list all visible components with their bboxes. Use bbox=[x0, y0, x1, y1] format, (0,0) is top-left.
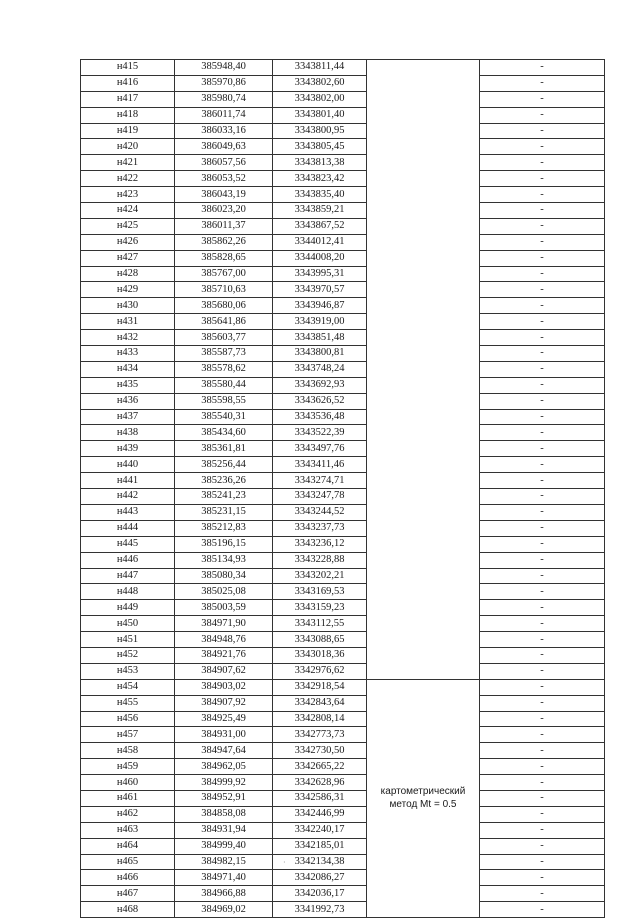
accuracy-cell: - bbox=[480, 489, 605, 505]
accuracy-cell: - bbox=[480, 298, 605, 314]
accuracy-cell: - bbox=[480, 632, 605, 648]
y-coordinate-cell: 3343811,44 bbox=[273, 60, 367, 76]
y-coordinate-cell: 3343859,21 bbox=[273, 203, 367, 219]
accuracy-cell: - bbox=[480, 346, 605, 362]
point-id-cell: н416 bbox=[81, 75, 175, 91]
accuracy-cell: - bbox=[480, 536, 605, 552]
accuracy-cell: - bbox=[480, 679, 605, 695]
point-id-cell: н440 bbox=[81, 457, 175, 473]
point-id-cell: н436 bbox=[81, 393, 175, 409]
x-coordinate-cell: 385241,23 bbox=[175, 489, 273, 505]
point-id-cell: н430 bbox=[81, 298, 175, 314]
accuracy-cell: - bbox=[480, 759, 605, 775]
table-row bbox=[81, 695, 605, 711]
accuracy-cell: - bbox=[480, 361, 605, 377]
y-coordinate-cell: 3342730,50 bbox=[273, 743, 367, 759]
accuracy-cell: - bbox=[480, 91, 605, 107]
y-coordinate-cell: 3343244,52 bbox=[273, 504, 367, 520]
point-id-cell: н423 bbox=[81, 187, 175, 203]
accuracy-cell: - bbox=[480, 409, 605, 425]
y-coordinate-cell: 3344012,41 bbox=[273, 234, 367, 250]
y-coordinate-cell: 3343536,48 bbox=[273, 409, 367, 425]
x-coordinate-cell: 385603,77 bbox=[175, 330, 273, 346]
y-coordinate-cell: 3342808,14 bbox=[273, 711, 367, 727]
table-row bbox=[81, 854, 605, 870]
coordinates-table bbox=[80, 59, 605, 918]
y-coordinate-cell: 3342586,31 bbox=[273, 790, 367, 806]
accuracy-cell: - bbox=[480, 727, 605, 743]
accuracy-cell: - bbox=[480, 425, 605, 441]
x-coordinate-cell: 384971,90 bbox=[175, 616, 273, 632]
accuracy-cell: - bbox=[480, 203, 605, 219]
point-id-cell: н462 bbox=[81, 806, 175, 822]
point-id-cell: н451 bbox=[81, 632, 175, 648]
point-id-cell: н455 bbox=[81, 695, 175, 711]
table-row bbox=[81, 759, 605, 775]
point-id-cell: н421 bbox=[81, 155, 175, 171]
table-row bbox=[81, 282, 605, 298]
accuracy-cell: - bbox=[480, 75, 605, 91]
table-row bbox=[81, 234, 605, 250]
y-coordinate-cell: 3342086,27 bbox=[273, 870, 367, 886]
y-coordinate-cell: 3343802,00 bbox=[273, 91, 367, 107]
accuracy-cell: - bbox=[480, 886, 605, 902]
accuracy-cell: - bbox=[480, 457, 605, 473]
table-row bbox=[81, 504, 605, 520]
point-id-cell: н441 bbox=[81, 473, 175, 489]
point-id-cell: н456 bbox=[81, 711, 175, 727]
method-cell: картометрический метод Mt = 0.5 bbox=[367, 679, 480, 917]
accuracy-cell: - bbox=[480, 647, 605, 663]
table-row bbox=[81, 393, 605, 409]
accuracy-cell: - bbox=[480, 616, 605, 632]
point-id-cell: н438 bbox=[81, 425, 175, 441]
accuracy-cell: - bbox=[480, 838, 605, 854]
point-id-cell: н434 bbox=[81, 361, 175, 377]
point-id-cell: н454 bbox=[81, 679, 175, 695]
y-coordinate-cell: 3343228,88 bbox=[273, 552, 367, 568]
accuracy-cell: - bbox=[480, 473, 605, 489]
table-row bbox=[81, 75, 605, 91]
point-id-cell: н442 bbox=[81, 489, 175, 505]
accuracy-cell: - bbox=[480, 441, 605, 457]
y-coordinate-cell: 3343802,60 bbox=[273, 75, 367, 91]
x-coordinate-cell: 386011,37 bbox=[175, 218, 273, 234]
y-coordinate-cell: 3342446,99 bbox=[273, 806, 367, 822]
x-coordinate-cell: 385580,44 bbox=[175, 377, 273, 393]
x-coordinate-cell: 385025,08 bbox=[175, 584, 273, 600]
point-id-cell: н467 bbox=[81, 886, 175, 902]
accuracy-cell: - bbox=[480, 393, 605, 409]
table-row bbox=[81, 441, 605, 457]
table-row bbox=[81, 203, 605, 219]
y-coordinate-cell: 3342185,01 bbox=[273, 838, 367, 854]
table-row bbox=[81, 107, 605, 123]
accuracy-cell: - bbox=[480, 187, 605, 203]
point-id-cell: н450 bbox=[81, 616, 175, 632]
table-row bbox=[81, 743, 605, 759]
y-coordinate-cell: 3344008,20 bbox=[273, 250, 367, 266]
point-id-cell: н428 bbox=[81, 266, 175, 282]
table-row bbox=[81, 902, 605, 918]
x-coordinate-cell: 384903,02 bbox=[175, 679, 273, 695]
accuracy-cell: - bbox=[480, 314, 605, 330]
x-coordinate-cell: 384947,64 bbox=[175, 743, 273, 759]
x-coordinate-cell: 384907,62 bbox=[175, 663, 273, 679]
accuracy-cell: - bbox=[480, 806, 605, 822]
table-row bbox=[81, 790, 605, 806]
x-coordinate-cell: 385980,74 bbox=[175, 91, 273, 107]
x-coordinate-cell: 385710,63 bbox=[175, 282, 273, 298]
table-row bbox=[81, 330, 605, 346]
table-row bbox=[81, 886, 605, 902]
y-coordinate-cell: 3343805,45 bbox=[273, 139, 367, 155]
table-row bbox=[81, 775, 605, 791]
x-coordinate-cell: 385236,26 bbox=[175, 473, 273, 489]
y-coordinate-cell: 3343813,38 bbox=[273, 155, 367, 171]
table-row bbox=[81, 727, 605, 743]
coordinates-table-body bbox=[81, 60, 605, 918]
table-row bbox=[81, 60, 605, 76]
x-coordinate-cell: 385003,59 bbox=[175, 600, 273, 616]
x-coordinate-cell: 385212,83 bbox=[175, 520, 273, 536]
point-id-cell: н420 bbox=[81, 139, 175, 155]
x-coordinate-cell: 386043,19 bbox=[175, 187, 273, 203]
accuracy-cell: - bbox=[480, 155, 605, 171]
point-id-cell: н465 bbox=[81, 854, 175, 870]
accuracy-cell: - bbox=[480, 552, 605, 568]
point-id-cell: н459 bbox=[81, 759, 175, 775]
table-row bbox=[81, 361, 605, 377]
x-coordinate-cell: 385767,00 bbox=[175, 266, 273, 282]
point-id-cell: н419 bbox=[81, 123, 175, 139]
x-coordinate-cell: 385828,65 bbox=[175, 250, 273, 266]
table-row bbox=[81, 663, 605, 679]
y-coordinate-cell: 3343018,36 bbox=[273, 647, 367, 663]
point-id-cell: н433 bbox=[81, 346, 175, 362]
table-row bbox=[81, 647, 605, 663]
point-id-cell: н435 bbox=[81, 377, 175, 393]
accuracy-cell: - bbox=[480, 234, 605, 250]
point-id-cell: н457 bbox=[81, 727, 175, 743]
y-coordinate-cell: 3343202,21 bbox=[273, 568, 367, 584]
point-id-cell: н445 bbox=[81, 536, 175, 552]
point-id-cell: н458 bbox=[81, 743, 175, 759]
y-coordinate-cell: 3343236,12 bbox=[273, 536, 367, 552]
table-row bbox=[81, 298, 605, 314]
x-coordinate-cell: 385680,06 bbox=[175, 298, 273, 314]
x-coordinate-cell: 386033,16 bbox=[175, 123, 273, 139]
y-coordinate-cell: 3342134,38 bbox=[273, 854, 367, 870]
y-coordinate-cell: 3342665,22 bbox=[273, 759, 367, 775]
table-row bbox=[81, 552, 605, 568]
x-coordinate-cell: 385196,15 bbox=[175, 536, 273, 552]
y-coordinate-cell: 3343748,24 bbox=[273, 361, 367, 377]
x-coordinate-cell: 384931,00 bbox=[175, 727, 273, 743]
x-coordinate-cell: 384925,49 bbox=[175, 711, 273, 727]
point-id-cell: н439 bbox=[81, 441, 175, 457]
y-coordinate-cell: 3343823,42 bbox=[273, 171, 367, 187]
table-row bbox=[81, 187, 605, 203]
x-coordinate-cell: 384966,88 bbox=[175, 886, 273, 902]
x-coordinate-cell: 384858,08 bbox=[175, 806, 273, 822]
table-row bbox=[81, 679, 605, 695]
y-coordinate-cell: 3343169,53 bbox=[273, 584, 367, 600]
point-id-cell: н448 bbox=[81, 584, 175, 600]
table-row bbox=[81, 711, 605, 727]
table-row bbox=[81, 91, 605, 107]
x-coordinate-cell: 385641,86 bbox=[175, 314, 273, 330]
x-coordinate-cell: 385598,55 bbox=[175, 393, 273, 409]
table-row bbox=[81, 600, 605, 616]
accuracy-cell: - bbox=[480, 504, 605, 520]
point-id-cell: н466 bbox=[81, 870, 175, 886]
accuracy-cell: - bbox=[480, 743, 605, 759]
x-coordinate-cell: 384999,40 bbox=[175, 838, 273, 854]
table-row bbox=[81, 536, 605, 552]
y-coordinate-cell: 3343274,71 bbox=[273, 473, 367, 489]
x-coordinate-cell: 385587,73 bbox=[175, 346, 273, 362]
point-id-cell: н422 bbox=[81, 171, 175, 187]
accuracy-cell: - bbox=[480, 60, 605, 76]
point-id-cell: н415 bbox=[81, 60, 175, 76]
table-row bbox=[81, 266, 605, 282]
table-row bbox=[81, 457, 605, 473]
point-id-cell: н463 bbox=[81, 822, 175, 838]
table-row bbox=[81, 870, 605, 886]
x-coordinate-cell: 385256,44 bbox=[175, 457, 273, 473]
y-coordinate-cell: 3343247,78 bbox=[273, 489, 367, 505]
y-coordinate-cell: 3343626,52 bbox=[273, 393, 367, 409]
point-id-cell: н464 bbox=[81, 838, 175, 854]
accuracy-cell: - bbox=[480, 520, 605, 536]
table-row bbox=[81, 139, 605, 155]
accuracy-cell: - bbox=[480, 266, 605, 282]
accuracy-cell: - bbox=[480, 107, 605, 123]
point-id-cell: н426 bbox=[81, 234, 175, 250]
y-coordinate-cell: 3342036,17 bbox=[273, 886, 367, 902]
point-id-cell: н417 bbox=[81, 91, 175, 107]
y-coordinate-cell: 3343411,46 bbox=[273, 457, 367, 473]
x-coordinate-cell: 384999,92 bbox=[175, 775, 273, 791]
accuracy-cell: - bbox=[480, 695, 605, 711]
point-id-cell: н447 bbox=[81, 568, 175, 584]
table-row bbox=[81, 171, 605, 187]
page-mark: · bbox=[283, 858, 286, 867]
y-coordinate-cell: 3343112,55 bbox=[273, 616, 367, 632]
accuracy-cell: - bbox=[480, 663, 605, 679]
accuracy-cell: - bbox=[480, 711, 605, 727]
point-id-cell: н443 bbox=[81, 504, 175, 520]
table-row bbox=[81, 632, 605, 648]
point-id-cell: н468 bbox=[81, 902, 175, 918]
point-id-cell: н461 bbox=[81, 790, 175, 806]
y-coordinate-cell: 3343835,40 bbox=[273, 187, 367, 203]
table-row bbox=[81, 473, 605, 489]
y-coordinate-cell: 3343995,31 bbox=[273, 266, 367, 282]
x-coordinate-cell: 384971,40 bbox=[175, 870, 273, 886]
x-coordinate-cell: 385862,26 bbox=[175, 234, 273, 250]
y-coordinate-cell: 3342918,54 bbox=[273, 679, 367, 695]
y-coordinate-cell: 3343851,48 bbox=[273, 330, 367, 346]
y-coordinate-cell: 3343867,52 bbox=[273, 218, 367, 234]
table-row bbox=[81, 155, 605, 171]
accuracy-cell: - bbox=[480, 123, 605, 139]
x-coordinate-cell: 386023,20 bbox=[175, 203, 273, 219]
table-row bbox=[81, 520, 605, 536]
y-coordinate-cell: 3343970,57 bbox=[273, 282, 367, 298]
table-row bbox=[81, 568, 605, 584]
y-coordinate-cell: 3343497,76 bbox=[273, 441, 367, 457]
y-coordinate-cell: 3342628,96 bbox=[273, 775, 367, 791]
x-coordinate-cell: 386057,56 bbox=[175, 155, 273, 171]
y-coordinate-cell: 3343946,87 bbox=[273, 298, 367, 314]
y-coordinate-cell: 3342240,17 bbox=[273, 822, 367, 838]
x-coordinate-cell: 385080,34 bbox=[175, 568, 273, 584]
point-id-cell: н425 bbox=[81, 218, 175, 234]
x-coordinate-cell: 384921,76 bbox=[175, 647, 273, 663]
x-coordinate-cell: 384952,91 bbox=[175, 790, 273, 806]
table-row bbox=[81, 409, 605, 425]
table-row bbox=[81, 250, 605, 266]
point-id-cell: н444 bbox=[81, 520, 175, 536]
point-id-cell: н452 bbox=[81, 647, 175, 663]
x-coordinate-cell: 384969,02 bbox=[175, 902, 273, 918]
y-coordinate-cell: 3342976,62 bbox=[273, 663, 367, 679]
x-coordinate-cell: 385134,93 bbox=[175, 552, 273, 568]
method-cell-empty bbox=[367, 60, 480, 680]
point-id-cell: н432 bbox=[81, 330, 175, 346]
table-row bbox=[81, 616, 605, 632]
accuracy-cell: - bbox=[480, 775, 605, 791]
x-coordinate-cell: 385540,31 bbox=[175, 409, 273, 425]
accuracy-cell: - bbox=[480, 171, 605, 187]
x-coordinate-cell: 385948,40 bbox=[175, 60, 273, 76]
y-coordinate-cell: 3343801,40 bbox=[273, 107, 367, 123]
x-coordinate-cell: 384907,92 bbox=[175, 695, 273, 711]
y-coordinate-cell: 3343692,93 bbox=[273, 377, 367, 393]
x-coordinate-cell: 384982,15 bbox=[175, 854, 273, 870]
point-id-cell: н437 bbox=[81, 409, 175, 425]
x-coordinate-cell: 386053,52 bbox=[175, 171, 273, 187]
accuracy-cell: - bbox=[480, 568, 605, 584]
x-coordinate-cell: 385434,60 bbox=[175, 425, 273, 441]
y-coordinate-cell: 3343522,39 bbox=[273, 425, 367, 441]
accuracy-cell: - bbox=[480, 330, 605, 346]
point-id-cell: н446 bbox=[81, 552, 175, 568]
accuracy-cell: - bbox=[480, 822, 605, 838]
x-coordinate-cell: 386011,74 bbox=[175, 107, 273, 123]
x-coordinate-cell: 384948,76 bbox=[175, 632, 273, 648]
y-coordinate-cell: 3343159,23 bbox=[273, 600, 367, 616]
y-coordinate-cell: 3343088,65 bbox=[273, 632, 367, 648]
accuracy-cell: - bbox=[480, 282, 605, 298]
y-coordinate-cell: 3343919,00 bbox=[273, 314, 367, 330]
x-coordinate-cell: 384931,94 bbox=[175, 822, 273, 838]
accuracy-cell: - bbox=[480, 139, 605, 155]
x-coordinate-cell: 385970,86 bbox=[175, 75, 273, 91]
table-row bbox=[81, 346, 605, 362]
table-row bbox=[81, 838, 605, 854]
x-coordinate-cell: 385578,62 bbox=[175, 361, 273, 377]
y-coordinate-cell: 3343800,95 bbox=[273, 123, 367, 139]
accuracy-cell: - bbox=[480, 250, 605, 266]
accuracy-cell: - bbox=[480, 902, 605, 918]
table-row bbox=[81, 584, 605, 600]
point-id-cell: н449 bbox=[81, 600, 175, 616]
table-row bbox=[81, 123, 605, 139]
table-row bbox=[81, 377, 605, 393]
point-id-cell: н418 bbox=[81, 107, 175, 123]
point-id-cell: н429 bbox=[81, 282, 175, 298]
y-coordinate-cell: 3341992,73 bbox=[273, 902, 367, 918]
accuracy-cell: - bbox=[480, 870, 605, 886]
table-row bbox=[81, 489, 605, 505]
x-coordinate-cell: 385361,81 bbox=[175, 441, 273, 457]
y-coordinate-cell: 3343800,81 bbox=[273, 346, 367, 362]
accuracy-cell: - bbox=[480, 377, 605, 393]
accuracy-cell: - bbox=[480, 790, 605, 806]
accuracy-cell: - bbox=[480, 584, 605, 600]
point-id-cell: н427 bbox=[81, 250, 175, 266]
x-coordinate-cell: 384962,05 bbox=[175, 759, 273, 775]
x-coordinate-cell: 385231,15 bbox=[175, 504, 273, 520]
accuracy-cell: - bbox=[480, 218, 605, 234]
point-id-cell: н453 bbox=[81, 663, 175, 679]
y-coordinate-cell: 3343237,73 bbox=[273, 520, 367, 536]
table-row bbox=[81, 314, 605, 330]
table-row bbox=[81, 425, 605, 441]
y-coordinate-cell: 3342773,73 bbox=[273, 727, 367, 743]
table-row bbox=[81, 822, 605, 838]
point-id-cell: н460 bbox=[81, 775, 175, 791]
table-row bbox=[81, 806, 605, 822]
accuracy-cell: - bbox=[480, 600, 605, 616]
x-coordinate-cell: 386049,63 bbox=[175, 139, 273, 155]
accuracy-cell: - bbox=[480, 854, 605, 870]
point-id-cell: н431 bbox=[81, 314, 175, 330]
y-coordinate-cell: 3342843,64 bbox=[273, 695, 367, 711]
table-row bbox=[81, 218, 605, 234]
point-id-cell: н424 bbox=[81, 203, 175, 219]
